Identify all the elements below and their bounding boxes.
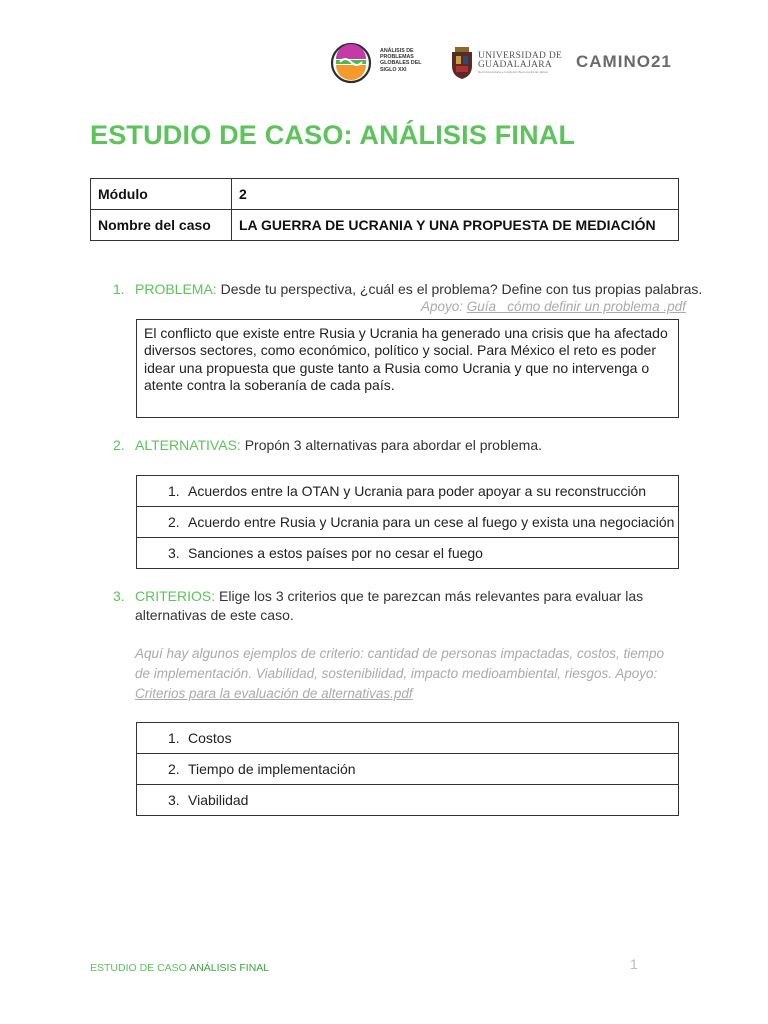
- table-row: [137, 476, 679, 507]
- page-footer: ESTUDIO DE CASO ANÁLISIS FINAL: [90, 962, 270, 974]
- list-item[interactable]: 3. Sanciones a estos países por no cesar el fuego: [137, 538, 679, 569]
- case-name-value: LA GUERRA DE UCRANIA Y UNA PROPUESTA DE MEDIACIÓN: [232, 210, 679, 241]
- udg-logo-text: UNIVERSIDAD DE GUADALAJARA Red Universitaria e Institución Benemérita de Jalisco: [478, 51, 563, 74]
- alternativas-keyword: ALTERNATIVAS:: [135, 437, 241, 453]
- case-name-label: Nombre del caso: [91, 210, 232, 241]
- problema-support: Apoyo: Guía_ cómo definir un problema .pdf: [421, 299, 686, 314]
- header-logos: [330, 40, 690, 86]
- table-row: [137, 723, 679, 754]
- udg-shield-icon: [450, 46, 474, 80]
- table-row: [91, 179, 679, 210]
- list-item[interactable]: 1. Costos: [137, 723, 679, 754]
- problema-prompt: Desde tu perspectiva, ¿cuál es el problema? Define con tus propias palabras.: [220, 281, 703, 297]
- list-item[interactable]: 1. Acuerdos entre la OTAN y Ucrania para poder apoyar a su reconstrucción: [137, 476, 679, 507]
- table-row: [91, 210, 679, 241]
- table-row: [137, 754, 679, 785]
- alternativas-table: [136, 475, 679, 569]
- criterios-keyword: CRITERIOS:: [135, 588, 216, 604]
- camino21-logo: CAMINO21: [576, 52, 672, 71]
- list-item[interactable]: 3. Viabilidad: [137, 785, 679, 816]
- criterios-guide-link[interactable]: Criterios para la evaluación de alternativas.pdf: [135, 686, 413, 701]
- problema-answer-box[interactable]: El conflicto que existe entre Rusia y Ucrania ha generado una crisis que ha afectado diversos sectores, como económico, político y social. Para México el reto es poder idear una propuesta que guste tanto a Rusia como Ucrania y que no intervenga o atente contra la soberanía de cada país.: [136, 319, 679, 418]
- page-title: ESTUDIO DE CASO: ANÁLISIS FINAL: [90, 120, 576, 150]
- page-number: 1: [630, 956, 638, 972]
- module-label: Módulo: [91, 179, 232, 210]
- criterios-prompt: Elige los 3 criterios que te parezcan más relevantes para evaluar las: [219, 588, 644, 604]
- alternativas-heading: 2. ALTERNATIVAS: Propón 3 alternativas para abordar el problema.: [113, 437, 542, 453]
- table-row: [137, 538, 679, 569]
- criterios-prompt-cont: alternativas de este caso.: [135, 607, 294, 623]
- problema-guide-link[interactable]: Guía_ cómo definir un problema .pdf: [466, 299, 686, 314]
- case-info-table: [90, 178, 679, 241]
- apg-logo-icon: [330, 42, 374, 84]
- list-item[interactable]: 2. Acuerdo entre Rusia y Ucrania para un cese al fuego y exista una negociación: [137, 507, 679, 538]
- criterios-hint: Aquí hay algunos ejemplos de criterio: cantidad de personas impactadas, costos, tiempo de implementación. Viabilidad, sostenibilidad, impacto medioambiental, riesgos. Apoyo: Criterios para la evaluación de alternativas.pdf: [135, 646, 665, 701]
- criterios-heading: 3. CRITERIOS: Elige los 3 criterios que te parezcan más relevantes para evaluar las: [113, 588, 644, 604]
- module-value: 2: [232, 179, 679, 210]
- alternativas-prompt: Propón 3 alternativas para abordar el problema.: [244, 437, 542, 453]
- problema-keyword: PROBLEMA:: [135, 281, 217, 297]
- apg-logo-text: ANÁLISIS DE PROBLEMAS GLOBALES DEL SIGLO XXI: [380, 48, 422, 73]
- problema-heading: 1. PROBLEMA: Desde tu perspectiva, ¿cuál es el problema? Define con tus propias palabras.: [113, 281, 703, 297]
- criterios-table: [136, 722, 679, 816]
- table-row: [137, 785, 679, 816]
- list-item[interactable]: 2. Tiempo de implementación: [137, 754, 679, 785]
- table-row: [137, 507, 679, 538]
